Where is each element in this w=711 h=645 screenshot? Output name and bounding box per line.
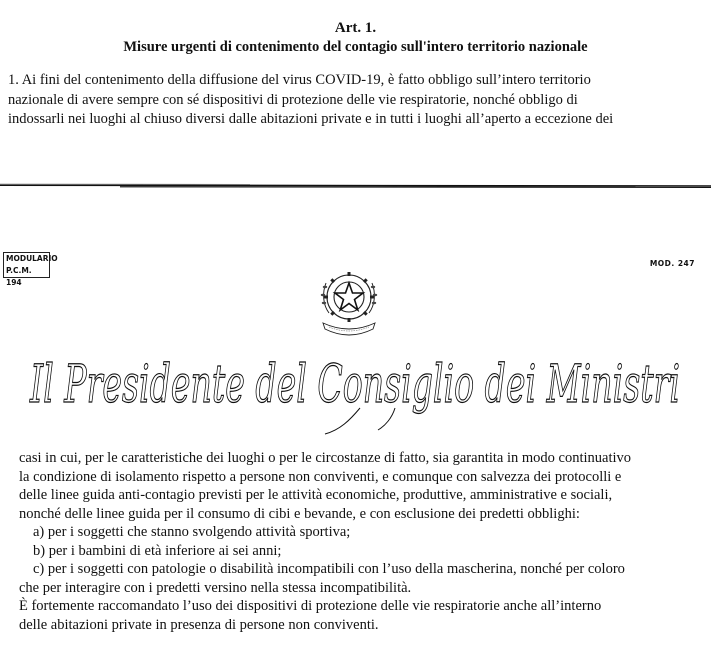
article-paragraph (8, 71, 672, 130)
paragraph-line: indossarli nei luoghi al chiuso diversi dalle abitazioni private e in tutti i luoghi all’aperto a eccezione dei (8, 111, 614, 127)
republic-emblem-icon (313, 263, 385, 341)
letterhead-heading-text: Il Presidente del Consiglio dei Ministri (29, 355, 680, 415)
list-item: a) per i soggetti che stanno svolgendo attività sportiva; (33, 524, 351, 540)
text-line: che per interagire con i predetti versino nella stessa incompatibilità. (19, 579, 412, 596)
list-item: b) per i bambini di età inferiore ai sei anni; (33, 542, 282, 559)
form-code: MOD. 247 (649, 259, 695, 268)
text-line: casi in cui, per le caratteristiche dei luoghi o per le circostanze di fatto, sia garantita in modo continuativo (19, 450, 632, 466)
text-line: delle linee guida anti-contagio previsti per le attività economiche, produttive, amministrative e sociali, (19, 487, 613, 503)
letterhead-heading (0, 338, 711, 436)
continuation-text (19, 449, 687, 634)
list-item: c) per i soggetti con patologie o disabilità incompatibili con l’uso della mascherina, nonché per coloro (33, 561, 625, 577)
text-line: delle abitazioni private in presenza di persone non conviventi. (19, 616, 379, 633)
form-box-line: P.C.M. 194 (6, 266, 32, 287)
form-box-line: MODULARIO (6, 254, 58, 263)
article-number: Art. 1. (334, 20, 377, 36)
text-line: la condizione di isolamento rispetto a persone non conviventi, e comunque con salvezza dei protocolli e (19, 468, 622, 485)
text-line: È fortemente raccomandato l’uso dei dispositivi di protezione delle vie respiratorie anche all’interno (19, 598, 602, 614)
article-title: Misure urgenti di contenimento del contagio sull'intero territorio nazionale (123, 39, 588, 55)
form-box (3, 252, 58, 287)
text-line: nonché delle linee guida per il consumo di cibi e bevande, e con esclusione dei predetti obblighi: (19, 505, 580, 522)
paragraph-line: 1. Ai fini del contenimento della diffusione del virus COVID-19, è fatto obbligo sull’intero territorio (8, 72, 591, 88)
page-separator (0, 183, 711, 188)
paragraph-line: nazionale di avere sempre con sé dispositivi di protezione delle vie respiratorie, nonché obbligo di (8, 91, 578, 108)
